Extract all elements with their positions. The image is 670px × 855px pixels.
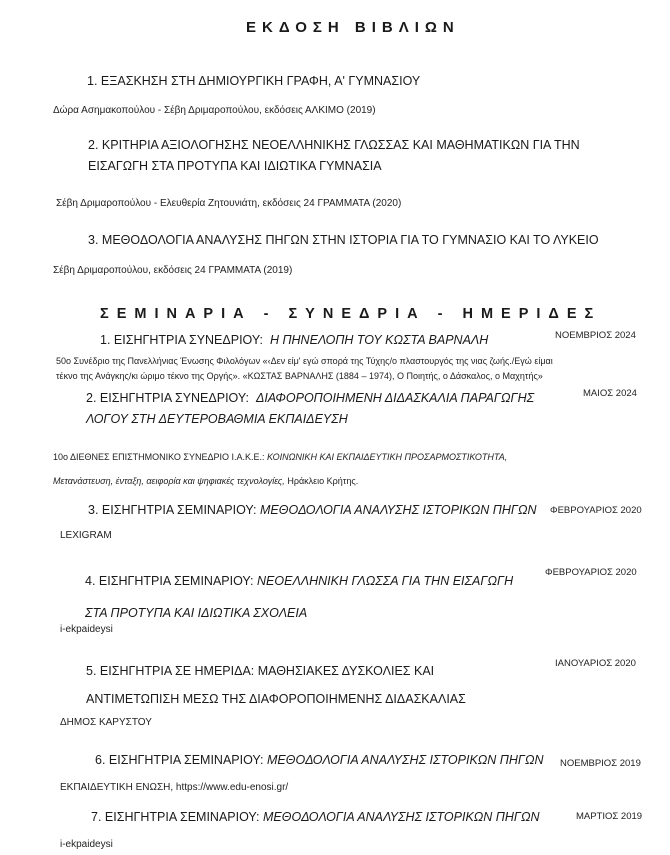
- seminar-1-details: 50ο Συνέδριο της Πανελλήνιας Ένωσης Φιλολόγων «‹Δεν είμ' εγώ σπορά της Τύχης/ο πλαστουργός της νιας ζωής./Εγώ είμαι τέκνο της Ανάγκης/κι ώριμο τέκνο της Οργής». «ΚΩΣΤΑΣ ΒΑΡΝΑΛΗΣ (1884 – 1974), Ο Ποιητής, ο Δάσκαλος, ο Μαχητής»: [56, 356, 553, 381]
- seminar-3-title: 3. ΕΙΣΗΓΗΤΡΙΑ ΣΕΜΙΝΑΡΙΟΥ: ΜΕΘΟΔΟΛΟΓΙΑ ΑΝΑΛΥΣΗΣ ΙΣΤΟΡΙΚΩΝ ΠΗΓΩΝ: [88, 503, 537, 517]
- seminar-1-date: ΝΟΕΜΒΡΙΟΣ 2024: [555, 330, 636, 341]
- seminar-6-title: 6. ΕΙΣΗΓΗΤΡΙΑ ΣΕΜΙΝΑΡΙΟΥ: ΜΕΘΟΔΟΛΟΓΙΑ ΑΝΑΛΥΣΗΣ ΙΣΤΟΡΙΚΩΝ ΠΗΓΩΝ: [95, 753, 544, 767]
- seminar-2-date: ΜΑΙΟΣ 2024: [583, 388, 637, 399]
- seminar-7-details: i-ekpaideysi: [60, 839, 113, 850]
- book-3-details: Σέβη Δριμαροπούλου, εκδόσεις 24 ΓΡΑΜΜΑΤΑ (2019): [53, 265, 293, 276]
- books-heading: ΕΚΔΟΣΗ ΒΙΒΛΙΩΝ: [246, 19, 460, 36]
- seminar-5-details: ΔΗΜΟΣ ΚΑΡΥΣΤΟΥ: [60, 717, 152, 728]
- book-2-title: 2. ΚΡΙΤΗΡΙΑ ΑΞΙΟΛΟΓΗΣΗΣ ΝΕΟΕΛΛΗΝΙΚΗΣ ΓΛΩΣΣΑΣ ΚΑΙ ΜΑΘΗΜΑΤΙΚΩΝ ΓΙΑ ΤΗΝ ΕΙΣΑΓΩΓΗ ΣΤΑ ΠΡΟΤΥΠΑ ΚΑΙ ΙΔΙΩΤΙΚΑ ΓΥΜΝΑΣΙΑ: [88, 138, 580, 173]
- book-2-number: 2.: [88, 138, 99, 152]
- seminar-4-date: ΦΕΒΡΟΥΑΡΙΟΣ 2020: [545, 567, 637, 578]
- seminar-2-details: 10ο ΔΙΕΘΝΕΣ ΕΠΙΣΤΗΜΟΝΙΚΟ ΣΥΝΕΔΡΙΟ Ι.Α.Κ.Ε.: ΚΟΙΝΩΝΙΚΗ ΚΑΙ ΕΚΠΑΙΔΕΥΤΙΚΗ ΠΡΟΣΑΡΜΟΣΤΙΚΟΤΗΤΑ, Μετανάστευση, ένταξη, αειφορία και ψηφιακές τεχνολογίες, Ηράκλειο Κρήτης.: [53, 452, 508, 486]
- book-2-details: Σέβη Δριμαροπούλου - Ελευθερία Ζητουνιάτη, εκδόσεις 24 ΓΡΑΜΜΑΤΑ (2020): [56, 198, 402, 209]
- seminar-3-date: ΦΕΒΡΟΥΑΡΙΟΣ 2020: [550, 505, 642, 516]
- book-3-title: 3. ΜΕΘΟΔΟΛΟΓΙΑ ΑΝΑΛΥΣΗΣ ΠΗΓΩΝ ΣΤΗΝ ΙΣΤΟΡΙΑ ΓΙΑ ΤΟ ΓΥΜΝΑΣΙΟ ΚΑΙ ΤΟ ΛΥΚΕΙΟ: [88, 233, 599, 247]
- seminar-4-title: 4. ΕΙΣΗΓΗΤΡΙΑ ΣΕΜΙΝΑΡΙΟΥ: ΝΕΟΕΛΛΗΝΙΚΗ ΓΛΩΣΣΑ ΓΙΑ ΤΗΝ ΕΙΣΑΓΩΓΗ ΣΤΑ ΠΡΟΤΥΠΑ ΚΑΙ ΙΔΙΩΤΙΚΑ ΣΧΟΛΕΙΑ: [85, 574, 514, 620]
- seminar-5-date: ΙΑΝΟΥΑΡΙΟΣ 2020: [555, 658, 636, 669]
- seminar-4-details: i-ekpaideysi: [60, 624, 113, 635]
- seminar-1-title: 1. ΕΙΣΗΓΗΤΡΙΑ ΣΥΝΕΔΡΙΟΥ: Η ΠΗΝΕΛΟΠΗ ΤΟΥ ΚΩΣΤΑ ΒΑΡΝΑΛΗ: [100, 333, 489, 347]
- book-1-title: 1. ΕΞΑΣΚΗΣΗ ΣΤΗ ΔΗΜΙΟΥΡΓΙΚΗ ΓΡΑΦΗ, Α' ΓΥΜΝΑΣΙΟΥ: [87, 74, 421, 88]
- seminar-7-date: ΜΑΡΤΙΟΣ 2019: [576, 811, 643, 822]
- seminar-6-date: ΝΟΕΜΒΡΙΟΣ 2019: [560, 758, 641, 769]
- book-1-number: 1.: [87, 74, 98, 88]
- seminar-6-details: ΕΚΠΑΙΔΕΥΤΙΚΗ ΕΝΩΣΗ, https://www.edu-enosi.gr/: [60, 782, 289, 793]
- seminars-heading: ΣΕΜΙΝΑΡΙΑ - ΣΥΝΕΔΡΙΑ - ΗΜΕΡΙΔΕΣ: [100, 306, 602, 322]
- book-1-details: Δώρα Ασημακοπούλου - Σέβη Δριμαροπούλου, εκδόσεις ΑΛΚΙΜΟ (2019): [53, 105, 376, 116]
- seminar-7-title: 7. ΕΙΣΗΓΗΤΡΙΑ ΣΕΜΙΝΑΡΙΟΥ: ΜΕΘΟΔΟΛΟΓΙΑ ΑΝΑΛΥΣΗΣ ΙΣΤΟΡΙΚΩΝ ΠΗΓΩΝ: [91, 810, 540, 824]
- seminar-3-details: LEXIGRAM: [60, 530, 112, 541]
- seminar-5-title: 5. ΕΙΣΗΓΗΤΡΙΑ ΣΕ ΗΜΕΡΙΔΑ: ΜΑΘΗΣΙΑΚΕΣ ΔΥΣΚΟΛΙΕΣ ΚΑΙ ΑΝΤΙΜΕΤΩΠΙΣΗ ΜΕΣΩ ΤΗΣ ΔΙΑΦΟΡΟΠΟΙΗΜΕΝΗΣ ΔΙΔΑΣΚΑΛΙΑΣ: [86, 664, 466, 706]
- book-3-number: 3.: [88, 233, 99, 247]
- seminar-2-title: 2. ΕΙΣΗΓΗΤΡΙΑ ΣΥΝΕΔΡΙΟΥ: ΔΙΑΦΟΡΟΠΟΙΗΜΕΝΗ ΔΙΔΑΣΚΑΛΙΑ ΠΑΡΑΓΩΓΗΣ ΛΟΓΟΥ ΣΤΗ ΔΕΥΤΕΡΟΒΑΘΜΙΑ ΕΚΠΑΙΔΕΥΣΗ: [86, 391, 535, 426]
